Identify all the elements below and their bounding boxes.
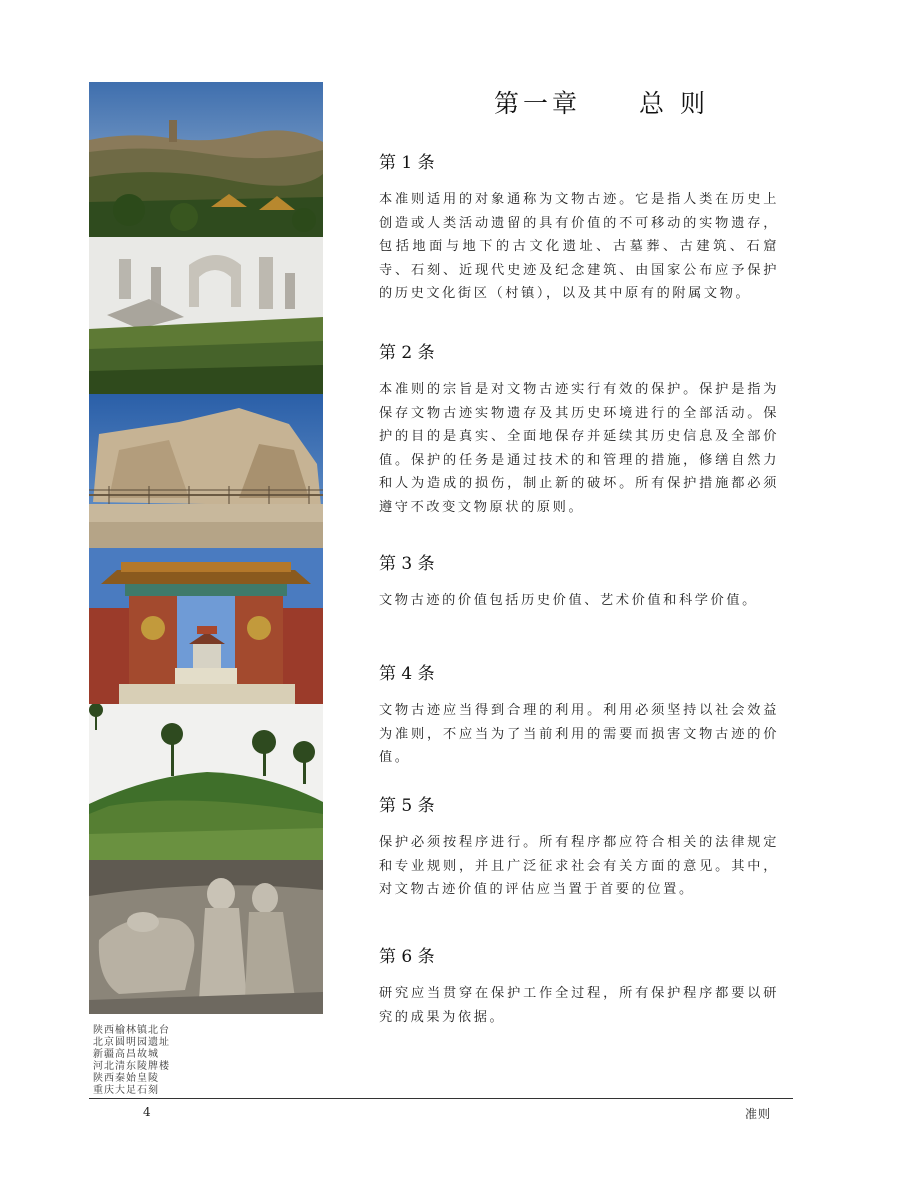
caption: 河北清东陵牌楼 xyxy=(93,1061,170,1072)
article-body: 文物古迹的价值包括历史价值、艺术价值和科学价值。 xyxy=(379,593,758,608)
photo-gaochang-ruins xyxy=(89,394,323,548)
caption: 陕西榆林镇北台 xyxy=(93,1025,170,1036)
photo-yuanmingyuan-ruins xyxy=(89,237,323,394)
caption: 重庆大足石刻 xyxy=(93,1085,159,1096)
article-1 xyxy=(379,152,779,306)
photo-qing-tomb-gate xyxy=(89,548,323,704)
photo-captions xyxy=(93,1025,193,1097)
article-3 xyxy=(379,553,779,613)
caption: 新疆高昌故城 xyxy=(93,1049,159,1060)
article-heading: 第 5 条 xyxy=(379,796,435,816)
article-body: 文物古迹应当得到合理的利用。利用必须坚持以社会效益为准则，不应当为了当前利用的需要而损害文物古迹的价值。 xyxy=(379,703,779,765)
running-head: 准则 xyxy=(745,1107,772,1121)
article-body: 保护必须按程序进行。所有程序都应符合相关的法律规定和专业规则，并且广泛征求社会有关方面的意见。其中，对文物古迹价值的评估应当置于首要的位置。 xyxy=(379,835,779,897)
article-body: 本准则适用的对象通称为文物古迹。它是指人类在历史上创造或人类活动遗留的具有价值的不可移动的实物遗存，包括地面与地下的古文化遗址、古墓葬、古建筑、石窟寺、石刻、近现代史迹及纪念建筑、由国家公布应予保护的历史文化街区（村镇），以及其中原有的附属文物。 xyxy=(379,192,779,301)
article-2 xyxy=(379,342,779,519)
caption: 北京圆明园遗址 xyxy=(93,1037,170,1048)
footer-rule xyxy=(89,1098,793,1099)
article-heading: 第 6 条 xyxy=(379,947,435,967)
article-heading: 第 4 条 xyxy=(379,664,435,684)
photo-dazu-rock-carving xyxy=(89,860,323,1014)
article-5 xyxy=(379,795,779,902)
chapter-title: 第一章 总 则 xyxy=(494,89,709,118)
page-number: 4 xyxy=(143,1105,151,1119)
article-4 xyxy=(379,663,779,770)
article-body: 本准则的宗旨是对文物古迹实行有效的保护。保护是指为保存文物古迹实物遗存及其历史环境进行的全部活动。保护的目的是真实、全面地保存并延续其历史信息及全部价值。保护的任务是通过技术的和管理的措施，修缮自然力和人为造成的损伤，制止新的破坏。所有保护措施都必须遵守不改变文物原状的原则。 xyxy=(379,382,779,515)
photo-strip xyxy=(89,82,323,1014)
article-6 xyxy=(379,946,779,1029)
article-heading: 第 2 条 xyxy=(379,343,435,363)
article-body: 研究应当贯穿在保护工作全过程，所有保护程序都要以研究的成果为依据。 xyxy=(379,986,779,1025)
article-heading: 第 3 条 xyxy=(379,554,435,574)
caption: 陕西秦始皇陵 xyxy=(93,1073,159,1084)
article-heading: 第 1 条 xyxy=(379,153,435,173)
photo-great-wall-watchtower xyxy=(89,82,323,237)
photo-burial-mound xyxy=(89,704,323,860)
